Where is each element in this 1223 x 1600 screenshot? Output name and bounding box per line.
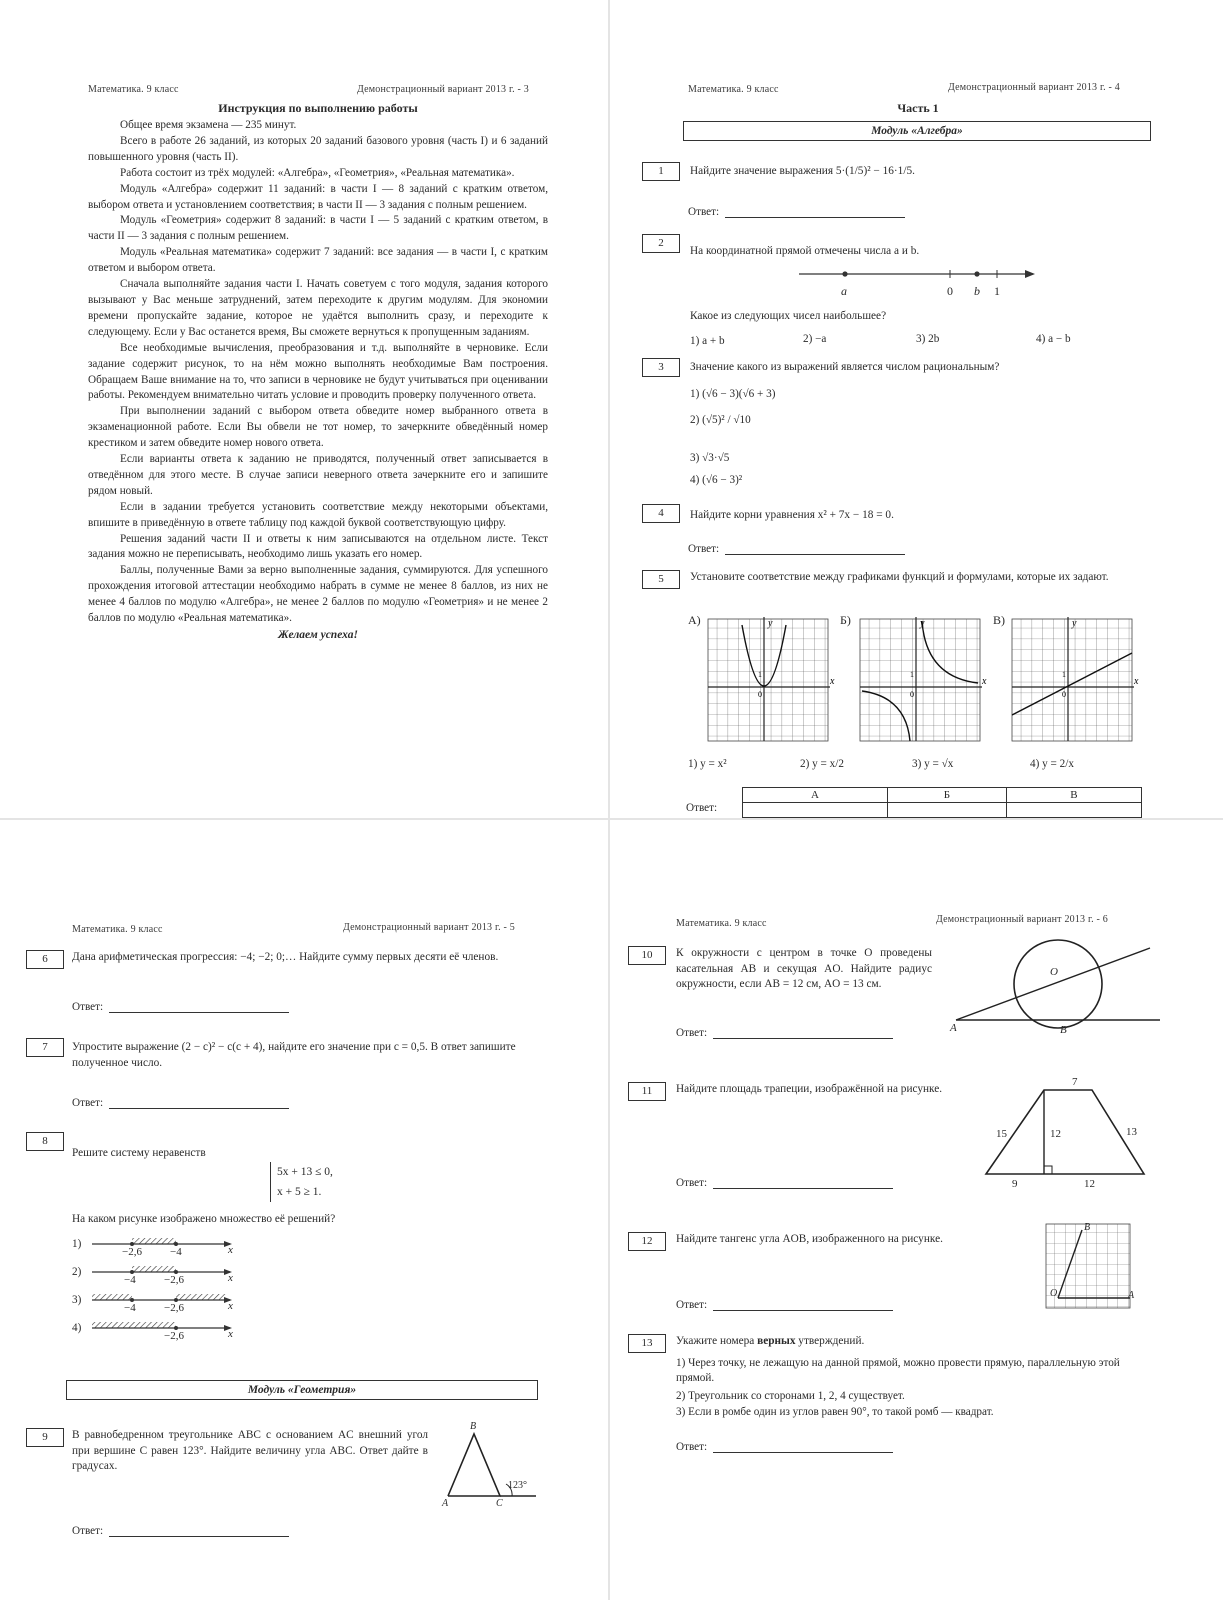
graph-b — [858, 617, 988, 747]
instruction-paragraph: При выполнении заданий с выбором ответа обведите номер выбранного ответа в экзаменационной работе. Если Вы обвели не тот номер, то зачеркните обведённый номер крестиком и затем обведите номер нового ответа. — [88, 405, 548, 450]
answer-field-10[interactable] — [676, 1026, 893, 1039]
svg-text:x: x — [982, 676, 987, 687]
page-4-header-right: Демонстрационный вариант 2013 г. - 4 — [948, 82, 1120, 93]
svg-text:1: 1 — [758, 670, 762, 679]
q8-axis-x-3: x — [228, 1300, 233, 1312]
instruction-paragraph: Модуль «Геометрия» содержит 8 заданий: в части I — 5 заданий с кратким ответом, в части II — 3 задания с полным решением. — [88, 214, 548, 243]
answer-field-12[interactable] — [676, 1298, 893, 1311]
question-1-text: Найдите значение выражения 5·(1/5)² − 16·1/5. — [690, 165, 915, 177]
answer-field-6[interactable] — [72, 1000, 289, 1013]
answer-label: Ответ: — [72, 1097, 104, 1109]
question-number-1: 1 — [642, 162, 680, 181]
inequality-2: x + 5 ≥ 1. — [277, 1186, 322, 1198]
svg-text:0: 0 — [1062, 690, 1066, 699]
instruction-paragraph: Если варианты ответа к заданию не приводятся, полученный ответ записывается в отведённом для этого месте. В случае записи неверного ответа зачеркните его и запишите рядом новый. — [88, 453, 548, 497]
page-5-header-right: Демонстрационный вариант 2013 г. - 5 — [343, 922, 515, 933]
question-12-text: Найдите тангенс угла AOB, изображенного на рисунке. — [676, 1233, 943, 1245]
question-13-text — [676, 1334, 864, 1350]
formula-4: 4) y = 2/x — [1030, 758, 1074, 770]
vertex-label-c: C — [496, 1498, 503, 1509]
tangent-label-a: A — [950, 1022, 957, 1034]
q8-option-1[interactable]: 1) — [72, 1238, 82, 1250]
svg-text:x: x — [1134, 676, 1139, 687]
answer-label: Ответ: — [72, 1525, 104, 1537]
answer-label-5: Ответ: — [686, 802, 718, 814]
question-11-text: Найдите площадь трапеции, изображённой на рисунке. — [676, 1083, 943, 1095]
grid-label-b: B — [1084, 1222, 1091, 1233]
q3-option-4[interactable]: 4) (√6 − 3)² — [690, 474, 743, 486]
page-3-header-right: Демонстрационный вариант 2013 г. - 3 — [357, 84, 529, 95]
answer-table-5 — [742, 787, 1142, 818]
q13-option-1[interactable]: 1) Через точку, не лежащую на данной прямой, можно провести прямую, параллельную этой прямой. — [676, 1357, 1120, 1384]
q8-line1-label-a: −2,6 — [122, 1246, 142, 1258]
angle-aob-grid — [1044, 1222, 1140, 1316]
question-number-6: 6 — [26, 950, 64, 969]
q8-line4-label-a: −2,6 — [164, 1330, 184, 1342]
page-6-header-right: Демонстрационный вариант 2013 г. - 6 — [936, 914, 1108, 925]
q8-line1-label-b: −4 — [170, 1246, 182, 1258]
question-3-text: Значение какого из выражений является числом рациональным? — [690, 361, 1000, 373]
answer-field-7[interactable] — [72, 1096, 289, 1109]
question-number-13: 13 — [628, 1334, 666, 1353]
graph-label-v: В) — [993, 613, 1005, 627]
q2-option-2[interactable]: 2) −a — [803, 333, 827, 345]
q8-option-3[interactable]: 3) — [72, 1294, 82, 1306]
q8-axis-x-1: x — [228, 1244, 233, 1256]
circle-label-o: O — [1050, 966, 1058, 978]
question-number-8: 8 — [26, 1132, 64, 1151]
answer-label: Ответ: — [676, 1441, 708, 1453]
q8-axis-x-4: x — [228, 1328, 233, 1340]
svg-text:y: y — [1072, 618, 1077, 629]
graph-label-a: А) — [688, 613, 701, 627]
question-10-text: К окружности с центром в точке O проведены касательная AB и секущая AO. Найдите радиус окружности, если AB = 12 см, AO = 13 см. — [676, 947, 932, 990]
instruction-paragraph: Модуль «Алгебра» содержит 11 заданий: в части I — 8 заданий с кратким ответом, выбором ответа и установлением соответствия; в части II — 3 задания с полным решением. — [88, 182, 548, 211]
q2-option-1[interactable]: 1) a + b — [690, 335, 725, 347]
q8-line3-label-b: −2,6 — [164, 1302, 184, 1314]
instruction-paragraph: Сначала выполняйте задания части I. Начать советуем с того модуля, задания которого вызывают у Вас меньше затруднений, затем переходите к другим модулям. Для экономии времени пропускайте задание, которое не удаётся выполнить сразу, и переходите к следующему. Если у Вас останется время, Вы сможете вернуться к пропущенным заданиям. — [88, 278, 548, 338]
formula-1: 1) y = x² — [688, 758, 727, 770]
svg-text:0: 0 — [910, 690, 914, 699]
vertex-label-a: A — [442, 1498, 449, 1509]
part-title: Часть 1 — [897, 101, 939, 115]
point-a — [842, 271, 847, 276]
trapezoid-label-right: 13 — [1126, 1126, 1137, 1138]
question-number-9: 9 — [26, 1428, 64, 1447]
answer-label: Ответ: — [72, 1001, 104, 1013]
axis-label-a: a — [841, 284, 847, 298]
q3-option-3[interactable]: 3) √3·√5 — [690, 452, 730, 464]
trapezoid-label-top: 7 — [1072, 1076, 1078, 1088]
trapezoid-label-base-left: 9 — [1012, 1178, 1018, 1190]
instruction-paragraph: Баллы, полученные Вами за верно выполненные задания, суммируются. Для успешного прохождения итоговой аттестации необходимо набрать в сумме не менее 8 баллов, из них не менее 4 баллов по модулю «Алгебра», не менее 2 баллов по модулю «Геометрия» и не менее 2 баллов по модулю «Реальная математика». — [88, 564, 548, 625]
question-number-3: 3 — [642, 358, 680, 377]
answer-field-1[interactable] — [688, 205, 905, 218]
q8-option-4[interactable]: 4) — [72, 1322, 82, 1334]
axis-label-b: b — [974, 284, 980, 298]
graph-v — [1010, 617, 1140, 747]
answer-table-head-b: Б — [888, 788, 1007, 803]
coordinate-line — [795, 264, 1040, 300]
instruction-title: Инструкция по выполнению работы — [218, 101, 418, 115]
q13-text-before: Укажите номера — [676, 1335, 758, 1347]
svg-text:0: 0 — [758, 690, 762, 699]
triangle-abc — [440, 1420, 550, 1510]
inequality-system — [270, 1162, 333, 1202]
question-number-10: 10 — [628, 946, 666, 965]
inequality-1: 5x + 13 ≤ 0, — [277, 1166, 333, 1178]
question-number-2: 2 — [642, 234, 680, 253]
vertical-fold — [608, 0, 610, 1600]
q8-line2-label-a: −4 — [124, 1274, 136, 1286]
horizontal-fold — [0, 818, 1223, 820]
answer-label: Ответ: — [688, 543, 720, 555]
svg-text:y: y — [768, 618, 773, 629]
svg-text:1: 1 — [1062, 670, 1066, 679]
q13-option-2[interactable]: 2) Треугольник со сторонами 1, 2, 4 существует. — [676, 1390, 905, 1402]
instruction-paragraph: Модуль «Реальная математика» содержит 7 заданий: все задания — в части I, с кратким ответом и выбором ответа. — [88, 246, 548, 275]
vertex-label-b: B — [470, 1421, 477, 1432]
q3-option-2[interactable]: 2) (√5)² / √10 — [690, 414, 751, 426]
answer-table-head-v: В — [1006, 788, 1141, 803]
answer-label: Ответ: — [688, 206, 720, 218]
tangent-label-b: B — [1060, 1024, 1067, 1036]
q13-option-3[interactable]: 3) Если в ромбе один из углов равен 90°, то такой ромб — квадрат. — [676, 1406, 994, 1418]
closing-wish: Желаем успеха! — [278, 629, 358, 641]
point-b — [974, 271, 979, 276]
module-geometry-bar: Модуль «Геометрия» — [66, 1380, 538, 1400]
svg-text:1: 1 — [910, 670, 914, 679]
instruction-paragraph: Общее время экзамена — 235 минут. — [120, 119, 297, 131]
grid-label-o: O — [1050, 1288, 1058, 1299]
instruction-paragraph: Работа состоит из трёх модулей: «Алгебра», «Геометрия», «Реальная математика». — [120, 166, 515, 179]
question-4-text: Найдите корни уравнения x² + 7x − 18 = 0. — [690, 509, 894, 521]
q8-line3-label-a: −4 — [124, 1302, 136, 1314]
instruction-paragraph: Всего в работе 26 заданий, из которых 20 заданий базового уровня (часть I) и 6 заданий повышенного уровня (часть II). — [88, 134, 548, 163]
graph-label-b: Б) — [840, 613, 851, 627]
trapezoid-label-base-right: 12 — [1084, 1178, 1095, 1190]
question-number-12: 12 — [628, 1232, 666, 1251]
answer-label: Ответ: — [676, 1027, 708, 1039]
question-number-4: 4 — [642, 504, 680, 523]
graph-a — [706, 617, 836, 747]
q8-axis-x-2: x — [228, 1272, 233, 1284]
question-5-text: Установите соответствие между графиками функций и формулами, которые их задают. — [690, 571, 1109, 583]
answer-cell-v[interactable] — [1006, 803, 1141, 818]
answer-field-4[interactable] — [688, 542, 905, 555]
page-4-header-left: Математика. 9 класс — [688, 84, 779, 95]
q3-option-1[interactable]: 1) (√6 − 3)(√6 + 3) — [690, 388, 776, 400]
instruction-body — [88, 118, 548, 641]
formula-2: 2) y = x/2 — [800, 758, 844, 770]
question-8-question: На каком рисунке изображено множество её решений? — [72, 1213, 336, 1225]
q13-text-bold: верных — [757, 1335, 796, 1347]
question-9-text: В равнобедренном треугольнике ABC с основанием AC внешний угол при вершине C равен 123°. Найдите величину угла ABC. Ответ дайте в градусах. — [72, 1429, 428, 1472]
question-number-7: 7 — [26, 1038, 64, 1057]
question-8-text: Решите систему неравенств — [72, 1147, 206, 1159]
answer-cell-a[interactable] — [743, 803, 888, 818]
q13-text-after: утверждений. — [795, 1335, 865, 1347]
answer-table-head-a: А — [743, 788, 888, 803]
axis-label-zero: 0 — [947, 284, 953, 298]
q8-option-2[interactable]: 2) — [72, 1266, 82, 1278]
question-2-question: Какое из следующих чисел наибольшее? — [690, 310, 887, 322]
question-number-11: 11 — [628, 1082, 666, 1101]
grid-label-a: A — [1128, 1290, 1135, 1301]
page-3-header-left: Математика. 9 класс — [88, 84, 179, 95]
q2-option-4[interactable]: 4) a − b — [1036, 333, 1071, 345]
question-2-text: На координатной прямой отмечены числа a и b. — [690, 245, 920, 257]
page-6-header-left: Математика. 9 класс — [676, 918, 767, 929]
q8-line2-label-b: −2,6 — [164, 1274, 184, 1286]
instruction-paragraph: Все необходимые вычисления, преобразования и т.д. выполняйте в черновике. Если задание содержит рисунок, то на нём можно выполнять необходимые Вам построения. Обращаем Ваше внимание на то, что записи в черновике не будут учитываться при оценивании работы. Рекомендуем внимательно читать условие и проводить проверку полученного ответа. — [88, 341, 548, 402]
answer-field-11[interactable] — [676, 1176, 893, 1189]
question-7-text: Упростите выражение (2 − c)² − c(c + 4), найдите его значение при c = 0,5. В ответ запишите полученное число. — [72, 1041, 516, 1069]
instruction-paragraph: Если в задании требуется установить соответствие между некоторыми объектами, впишите в приведённую в ответе таблицу под каждой буквой соответствующую цифру. — [88, 500, 548, 529]
instruction-paragraph: Решения заданий части II и ответы к ним записываются на отдельном листе. Текст задания можно не переписывать, необходимо лишь указать его номер. — [88, 532, 548, 561]
answer-field-9[interactable] — [72, 1524, 289, 1537]
circle-tangent-figure — [950, 938, 1170, 1038]
formula-3: 3) y = √x — [912, 758, 954, 770]
answer-label: Ответ: — [676, 1177, 708, 1189]
axis-label-one: 1 — [994, 284, 1000, 298]
question-6-text: Дана арифметическая прогрессия: −4; −2; 0;… Найдите сумму первых десяти её членов. — [72, 951, 499, 963]
page-5-header-left: Математика. 9 класс — [72, 924, 163, 935]
q2-option-3[interactable]: 3) 2b — [916, 333, 940, 345]
answer-label: Ответ: — [676, 1299, 708, 1311]
trapezoid-label-height: 12 — [1050, 1128, 1061, 1140]
svg-text:y: y — [920, 618, 925, 629]
question-number-5: 5 — [642, 570, 680, 589]
trapezoid-label-left: 15 — [996, 1128, 1007, 1140]
answer-cell-b[interactable] — [888, 803, 1007, 818]
answer-field-13[interactable] — [676, 1440, 893, 1453]
module-algebra-bar: Модуль «Алгебра» — [683, 121, 1151, 141]
svg-text:x: x — [830, 676, 835, 687]
angle-label-123: 123° — [508, 1480, 527, 1491]
